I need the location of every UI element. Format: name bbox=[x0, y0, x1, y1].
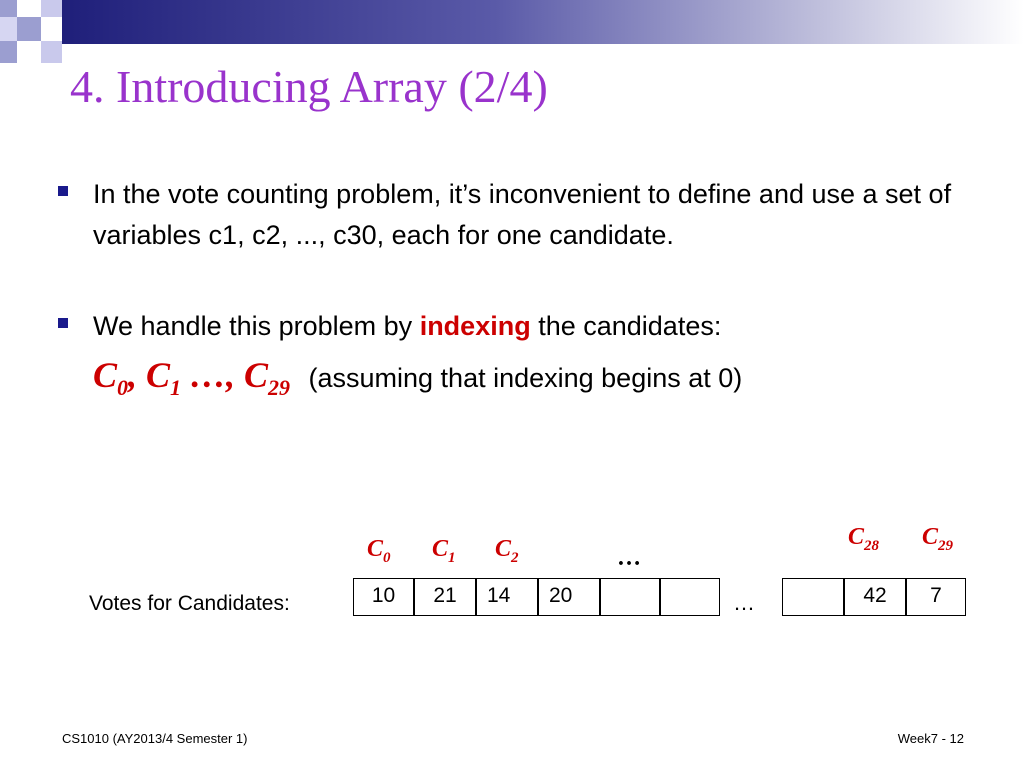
bullet-text-2 bbox=[93, 306, 953, 347]
footer-course: CS1010 (AY2013/4 Semester 1) bbox=[62, 731, 248, 746]
array-cell-0: 10 bbox=[353, 578, 414, 616]
bullet-text-2-before: We handle this problem by bbox=[93, 311, 420, 341]
votes-row-label: Votes for Candidates: bbox=[89, 592, 290, 615]
decorative-square bbox=[41, 0, 62, 17]
header-gradient-band bbox=[62, 0, 1024, 44]
array-cell-2: 14 bbox=[476, 578, 538, 616]
highlight-indexing: indexing bbox=[419, 311, 531, 341]
decorative-square bbox=[17, 17, 41, 41]
decorative-square bbox=[41, 41, 62, 63]
array-cell-29: 7 bbox=[906, 578, 966, 616]
decorative-square bbox=[0, 17, 17, 41]
square-bullet-icon bbox=[58, 318, 68, 328]
decorative-square bbox=[0, 0, 17, 17]
slide-title: 4. Introducing Array (2/4) bbox=[70, 61, 548, 112]
label-c29: $C_{29}$ bbox=[922, 524, 954, 554]
array-cell-3: 20 bbox=[538, 578, 600, 616]
label-c0: $C_0$ bbox=[367, 536, 391, 566]
bullet-text-1: In the vote counting problem, it’s inconvenient to define and use a set of variables c1, c2, ..., c30, each for one candidate. bbox=[93, 179, 952, 250]
indexing-assumption: (assuming that indexing begins at 0) bbox=[308, 363, 743, 393]
candidate-index-line bbox=[93, 354, 742, 401]
bullet-marker bbox=[58, 182, 76, 200]
label-c2: $C_2$ bbox=[495, 536, 519, 566]
array-cell-27 bbox=[782, 578, 844, 616]
array-cell-4 bbox=[600, 578, 660, 616]
separator: , bbox=[128, 355, 147, 395]
decorative-square bbox=[17, 0, 34, 17]
array-cell-28: 42 bbox=[844, 578, 906, 616]
square-bullet-icon bbox=[58, 186, 68, 196]
label-c1: $C_1$ bbox=[432, 536, 456, 566]
candidate-c29: $C_{29}$ bbox=[244, 355, 291, 401]
candidate-c0: $C_0$ bbox=[93, 355, 129, 401]
array-cell-5 bbox=[660, 578, 720, 616]
candidate-c1: $C_1$ bbox=[146, 355, 182, 401]
footer-page-number: Week7 - 12 bbox=[897, 731, 964, 746]
ellipsis: …, bbox=[181, 355, 245, 395]
array-cell-1: 21 bbox=[414, 578, 476, 616]
array-ellipsis: … bbox=[733, 590, 755, 615]
labels-ellipsis: … bbox=[617, 545, 641, 571]
decorative-square bbox=[0, 41, 17, 63]
bullet-marker bbox=[58, 314, 76, 332]
label-c28: $C_{28}$ bbox=[848, 524, 880, 554]
bullet-text-2-after: the candidates: bbox=[530, 311, 722, 341]
